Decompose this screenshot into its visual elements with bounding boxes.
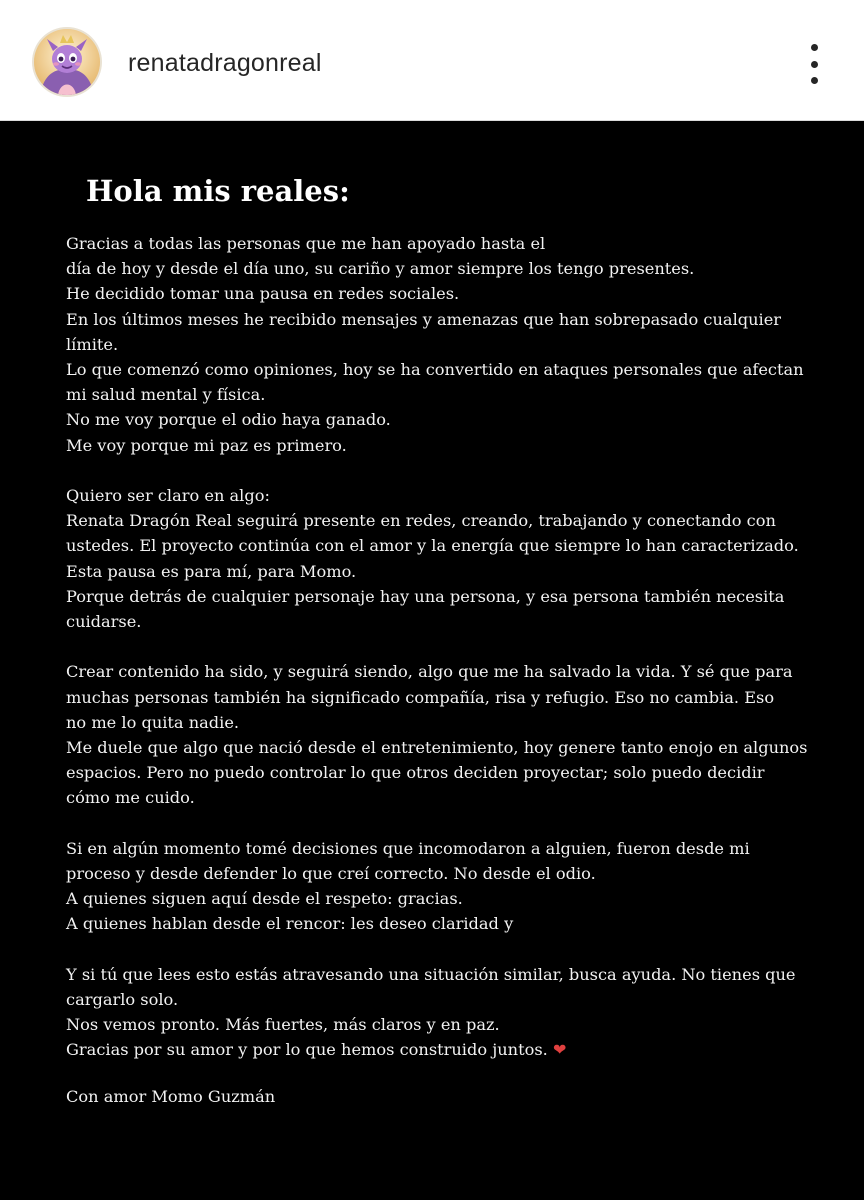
text-line: Si en algún momento tomé decisiones que incomodaron a alguien, fueron desde mi	[66, 838, 750, 858]
text-line: Me duele que algo que nació desde el entretenimiento, hoy genere tanto enojo en algunos	[66, 738, 808, 758]
text-line: Gracias por su amor y por lo que hemos construido juntos.	[66, 1040, 548, 1060]
more-vertical-icon	[811, 44, 818, 51]
text-line: No me voy porque el odio haya ganado.	[66, 410, 391, 430]
paragraph-2	[66, 483, 826, 634]
text-line: Y si tú que lees esto estás atravesando una situación similar, busca ayuda. No tienes que	[66, 964, 796, 984]
text-line: cómo me cuido.	[66, 788, 195, 808]
text-line: A quienes siguen aquí desde el respeto: gracias.	[66, 889, 463, 909]
more-vertical-icon-dot	[811, 61, 818, 68]
text-line: Nos vemos pronto. Más fuertes, más claros y en paz.	[66, 1015, 500, 1035]
avatar-character-icon	[34, 29, 100, 95]
text-line: muchas personas también ha significado compañía, risa y refugio. Eso no cambia. Eso	[66, 687, 775, 707]
text-line: ustedes. El proyecto continúa con el amor y la energía que siempre lo han caracterizado.	[66, 536, 799, 556]
text-line: Quiero ser claro en algo:	[66, 486, 270, 506]
post-image	[0, 121, 864, 1200]
text-line: cuidarse.	[66, 612, 142, 632]
paragraph-3	[66, 659, 826, 810]
profile-avatar[interactable]	[34, 29, 100, 95]
paragraph-4	[66, 836, 826, 937]
text-line-with-heart	[66, 1037, 826, 1062]
more-options-button[interactable]	[798, 44, 830, 84]
text-line: A quienes hablan desde el rencor: les deseo claridad y	[66, 914, 514, 934]
paragraph-5	[66, 962, 826, 1063]
text-line: día de hoy y desde el día uno, su cariño y amor siempre los tengo presentes.	[66, 259, 695, 279]
text-line: espacios. Pero no puedo controlar lo que otros deciden proyectar; solo puedo decidir	[66, 763, 765, 783]
signature: Con amor Momo Guzmán	[66, 1087, 276, 1106]
text-line: Esta pausa es para mí, para Momo.	[66, 561, 357, 581]
post-header	[0, 0, 864, 121]
post-body	[66, 231, 826, 1088]
text-line: Renata Dragón Real seguirá presente en redes, creando, trabajando y conectando con	[66, 511, 776, 531]
text-line: Porque detrás de cualquier personaje hay una persona, y esa persona también necesita	[66, 586, 785, 606]
text-line: En los últimos meses he recibido mensajes y amenazas que han sobrepasado cualquier	[66, 309, 782, 329]
text-line: mi salud mental y física.	[66, 385, 266, 405]
heart-emoji-icon: ❤	[552, 1040, 567, 1060]
post-title: Hola mis reales:	[86, 174, 350, 208]
text-line: He decidido tomar una pausa en redes sociales.	[66, 284, 460, 304]
text-line: Lo que comenzó como opiniones, hoy se ha convertido en ataques personales que afectan	[66, 360, 804, 380]
more-vertical-icon-dot	[811, 77, 818, 84]
text-line: Me voy porque mi paz es primero.	[66, 435, 347, 455]
text-line: cargarlo solo.	[66, 990, 179, 1010]
text-line: Gracias a todas las personas que me han apoyado hasta el	[66, 234, 546, 253]
username[interactable]: renatadragonreal	[128, 49, 322, 77]
paragraph-1	[66, 231, 826, 458]
text-line: proceso y desde defender lo que creí correcto. No desde el odio.	[66, 864, 596, 884]
text-line: Crear contenido ha sido, y seguirá siendo, algo que me ha salvado la vida. Y sé que para	[66, 662, 793, 682]
text-line: límite.	[66, 334, 119, 354]
text-line: no me lo quita nadie.	[66, 712, 240, 732]
